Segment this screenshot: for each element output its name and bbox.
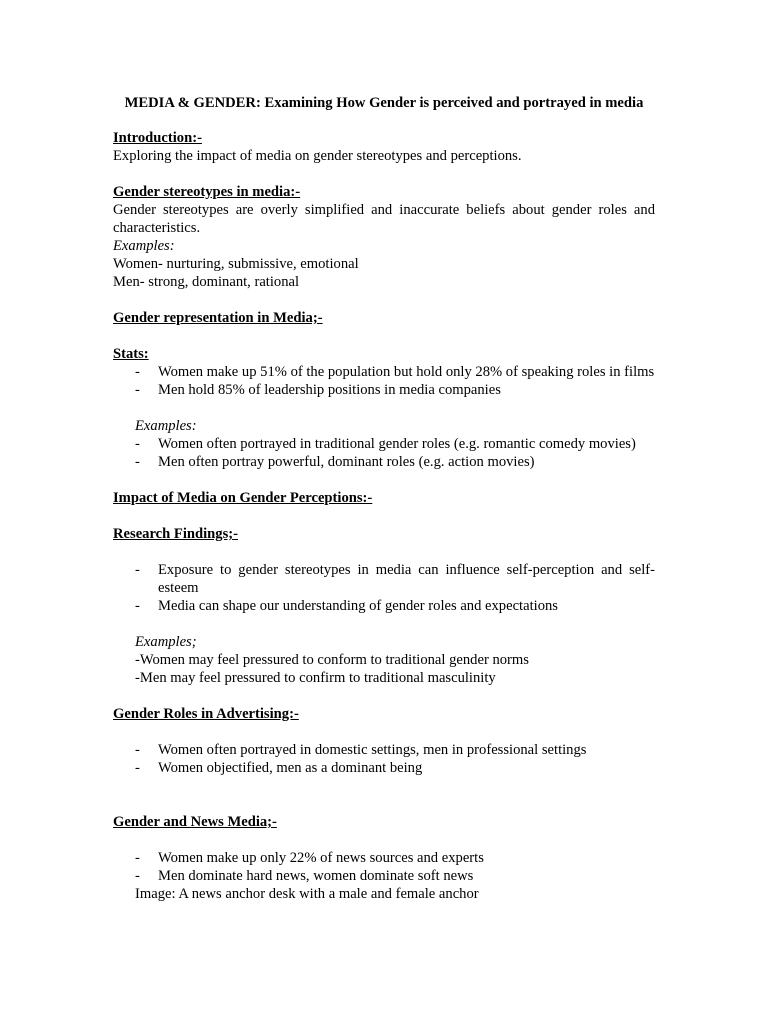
stereotype-example: Men- strong, dominant, rational (113, 274, 300, 290)
advertising-item: - Women often portrayed in domestic settings, men in professional settings (158, 741, 655, 759)
news-heading: Gender and News Media;- (113, 814, 277, 830)
stats-heading: Stats: (113, 346, 149, 362)
impact-example: -Women may feel pressured to conform to traditional gender norms (135, 652, 529, 668)
stereotypes-heading: Gender stereotypes in media:- (113, 184, 301, 200)
stats-item: - Women make up 51% of the population but hold only 28% of speaking roles in films (158, 363, 655, 381)
impact-heading: Impact of Media on Gender Perceptions:- (113, 490, 373, 506)
stereotypes-examples-label: Examples: (113, 238, 175, 254)
stats-list (113, 363, 655, 399)
document-title: MEDIA & GENDER: Examining How Gender is perceived and portrayed in media (124, 95, 644, 111)
stereotypes-text: Gender stereotypes are overly simplified and inaccurate beliefs about gender roles and characteristics. (113, 202, 655, 236)
advertising-heading: Gender Roles in Advertising:- (113, 706, 299, 722)
introduction-text: Exploring the impact of media on gender stereotypes and perceptions. (113, 148, 522, 164)
introduction-heading: Introduction:- (113, 130, 202, 146)
representation-example: - Women often portrayed in traditional gender roles (e.g. romantic comedy movies) (158, 435, 655, 453)
finding-item: - Media can shape our understanding of gender roles and expectations (158, 597, 655, 615)
stereotype-example: Women- nurturing, submissive, emotional (113, 256, 359, 272)
news-item: - Men dominate hard news, women dominate soft news (158, 867, 655, 885)
news-list (113, 849, 655, 885)
findings-list (113, 561, 655, 615)
document-page (113, 94, 655, 903)
impact-example: -Men may feel pressured to confirm to traditional masculinity (135, 670, 496, 686)
representation-heading: Gender representation in Media;- (113, 310, 323, 326)
representation-examples-label: Examples: (135, 418, 197, 434)
news-image-note: Image: A news anchor desk with a male and female anchor (135, 886, 479, 902)
news-item: - Women make up only 22% of news sources and experts (158, 849, 655, 867)
representation-examples-list (113, 435, 655, 471)
advertising-item: - Women objectified, men as a dominant being (158, 759, 655, 777)
impact-examples-label: Examples; (135, 634, 197, 650)
research-heading: Research Findings;- (113, 526, 238, 542)
representation-example: - Men often portray powerful, dominant roles (e.g. action movies) (158, 453, 655, 471)
stats-item: - Men hold 85% of leadership positions in media companies (158, 381, 655, 399)
finding-item: - Exposure to gender stereotypes in media can influence self-perception and self-esteem (158, 561, 655, 597)
advertising-list (113, 741, 655, 777)
